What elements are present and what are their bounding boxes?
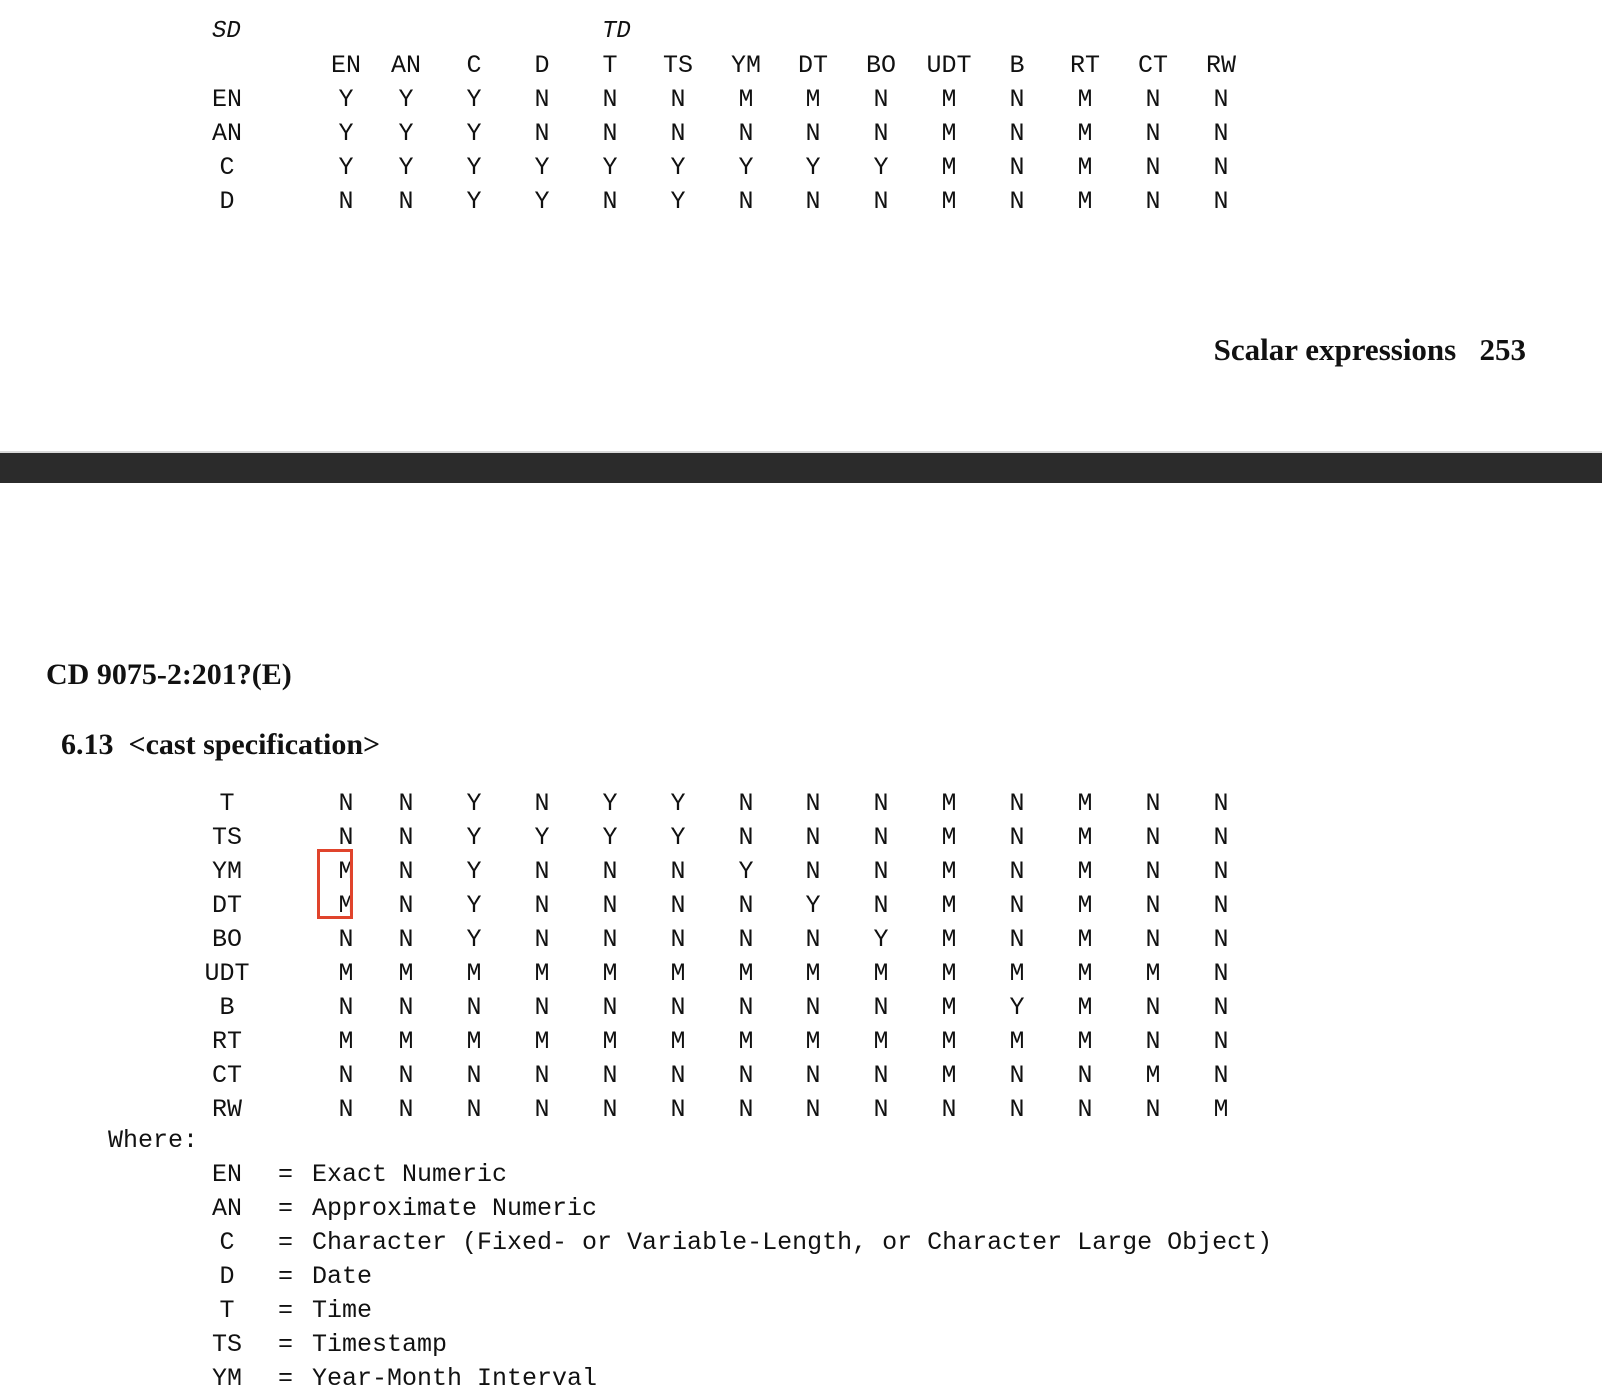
table-cell: N: [534, 789, 550, 818]
table-cell: N: [338, 789, 354, 818]
table-cell: Y: [466, 925, 482, 954]
table-cell: M: [1077, 823, 1093, 852]
table-cell: N: [670, 1095, 686, 1124]
table-cell: N: [670, 993, 686, 1022]
table-cell: M: [338, 891, 354, 920]
table-cell: N: [534, 891, 550, 920]
legend-equals: =: [278, 1364, 294, 1393]
table-cell: N: [1145, 1095, 1161, 1124]
table-cell: N: [805, 1061, 821, 1090]
table-cell: M: [941, 857, 957, 886]
table-cell: N: [398, 789, 414, 818]
table-cell: N: [338, 925, 354, 954]
table-cell: N: [398, 1061, 414, 1090]
table-cell: N: [670, 85, 686, 114]
table-cell: N: [805, 119, 821, 148]
table-cell: M: [1145, 1061, 1161, 1090]
page-separator: [0, 453, 1602, 483]
table-cell: N: [805, 857, 821, 886]
table-cell: Y: [466, 187, 482, 216]
table-cell: M: [466, 959, 482, 988]
table-cell: N: [602, 993, 618, 1022]
table-cell: N: [805, 925, 821, 954]
table-cell: N: [738, 187, 754, 216]
table-cell: N: [398, 925, 414, 954]
table-cell: M: [805, 1027, 821, 1056]
table-cell: N: [398, 891, 414, 920]
legend-meaning: Character (Fixed- or Variable-Length, or Character Large Object): [312, 1228, 1273, 1257]
footer-title: Scalar expressions: [1213, 332, 1457, 367]
legend-meaning: Approximate Numeric: [312, 1194, 598, 1223]
table-cell: N: [398, 993, 414, 1022]
table-cell: Y: [670, 823, 686, 852]
table-cell: N: [466, 1095, 482, 1124]
table-cell: Y: [1009, 993, 1025, 1022]
column-header: C: [466, 51, 482, 80]
table-cell: N: [398, 823, 414, 852]
table-cell: M: [941, 1027, 957, 1056]
table-cell: Y: [602, 823, 618, 852]
row-label: DT: [211, 891, 243, 920]
table-cell: N: [1009, 1095, 1025, 1124]
table-cell: N: [398, 1095, 414, 1124]
table-cell: M: [941, 153, 957, 182]
table-cell: N: [1009, 857, 1025, 886]
table-cell: N: [805, 1095, 821, 1124]
table-cell: M: [1009, 959, 1025, 988]
table-cell: N: [1213, 85, 1229, 114]
table-cell: N: [941, 1095, 957, 1124]
table-cell: N: [873, 789, 889, 818]
table-cell: N: [1145, 789, 1161, 818]
table-cell: Y: [534, 823, 550, 852]
table-cell: M: [1077, 187, 1093, 216]
legend-abbr: AN: [211, 1194, 243, 1223]
table-cell: N: [738, 823, 754, 852]
table-cell: N: [1145, 153, 1161, 182]
table-cell: N: [338, 823, 354, 852]
row-label: C: [219, 153, 235, 182]
table-cell: N: [1077, 1061, 1093, 1090]
row-label: RW: [211, 1095, 243, 1124]
table-cell: N: [1009, 925, 1025, 954]
footer-page-number: 253: [1479, 332, 1526, 367]
column-header: RT: [1069, 51, 1101, 80]
table-cell: N: [1145, 993, 1161, 1022]
table-cell: N: [805, 993, 821, 1022]
table-cell: N: [534, 993, 550, 1022]
table-cell: M: [1009, 1027, 1025, 1056]
section-heading: [46, 694, 380, 762]
table-cell: N: [602, 925, 618, 954]
table-cell: N: [1145, 857, 1161, 886]
table-cell: Y: [805, 153, 821, 182]
legend-equals: =: [278, 1330, 294, 1359]
sd-axis-label: SD: [212, 18, 241, 45]
row-label: AN: [211, 119, 243, 148]
table-cell: N: [1213, 959, 1229, 988]
legend-abbr: T: [219, 1296, 235, 1325]
table-cell: N: [670, 1061, 686, 1090]
table-cell: N: [805, 187, 821, 216]
legend-equals: =: [278, 1262, 294, 1291]
table-cell: N: [670, 891, 686, 920]
table-cell: M: [1077, 891, 1093, 920]
table-cell: M: [338, 857, 354, 886]
table-cell: M: [466, 1027, 482, 1056]
table-cell: N: [534, 857, 550, 886]
table-cell: N: [738, 1061, 754, 1090]
table-cell: Y: [398, 153, 414, 182]
table-cell: M: [941, 993, 957, 1022]
table-cell: N: [873, 187, 889, 216]
table-cell: N: [1009, 85, 1025, 114]
table-cell: N: [1213, 857, 1229, 886]
table-cell: Y: [738, 153, 754, 182]
table-cell: N: [1213, 823, 1229, 852]
legend-equals: =: [278, 1228, 294, 1257]
table-cell: N: [1009, 1061, 1025, 1090]
row-label: TS: [211, 823, 243, 852]
legend-meaning: Exact Numeric: [312, 1160, 508, 1189]
table-cell: N: [466, 993, 482, 1022]
table-cell: Y: [338, 119, 354, 148]
row-label: CT: [211, 1061, 243, 1090]
table-cell: N: [1213, 789, 1229, 818]
row-label: EN: [211, 85, 243, 114]
table-cell: N: [1213, 1061, 1229, 1090]
legend-equals: =: [278, 1194, 294, 1223]
table-cell: Y: [670, 187, 686, 216]
column-header: UDT: [926, 51, 972, 80]
table-cell: N: [873, 85, 889, 114]
table-cell: Y: [466, 119, 482, 148]
table-cell: M: [602, 959, 618, 988]
table-cell: N: [602, 1061, 618, 1090]
highlight-box: [317, 849, 353, 919]
table-cell: N: [602, 1095, 618, 1124]
table-cell: N: [1145, 85, 1161, 114]
legend-abbr: C: [219, 1228, 235, 1257]
table-cell: Y: [338, 85, 354, 114]
column-header: EN: [330, 51, 362, 80]
table-cell: N: [1009, 119, 1025, 148]
column-header: YM: [730, 51, 762, 80]
section-title: <cast specification>: [128, 728, 381, 761]
table-cell: Y: [805, 891, 821, 920]
table-cell: N: [534, 925, 550, 954]
table-cell: M: [398, 1027, 414, 1056]
table-cell: M: [805, 85, 821, 114]
table-cell: N: [1077, 1095, 1093, 1124]
table-cell: N: [398, 187, 414, 216]
table-cell: Y: [602, 789, 618, 818]
table-cell: Y: [398, 119, 414, 148]
table-cell: M: [941, 85, 957, 114]
table-cell: N: [670, 925, 686, 954]
table-cell: M: [1077, 993, 1093, 1022]
table-cell: M: [602, 1027, 618, 1056]
table-cell: N: [1213, 153, 1229, 182]
table-cell: N: [534, 1095, 550, 1124]
table-cell: Y: [466, 85, 482, 114]
table-cell: M: [338, 1027, 354, 1056]
table-cell: N: [602, 891, 618, 920]
column-header: TS: [662, 51, 694, 80]
table-cell: N: [1009, 823, 1025, 852]
table-cell: N: [1145, 823, 1161, 852]
table-cell: Y: [466, 891, 482, 920]
table-cell: Y: [602, 153, 618, 182]
table-cell: M: [670, 1027, 686, 1056]
table-cell: N: [534, 85, 550, 114]
table-cell: Y: [534, 153, 550, 182]
table-cell: M: [1077, 153, 1093, 182]
table-cell: M: [1077, 85, 1093, 114]
table-cell: N: [670, 119, 686, 148]
table-cell: N: [602, 187, 618, 216]
table-cell: M: [941, 823, 957, 852]
table-cell: N: [1145, 925, 1161, 954]
legend-abbr: YM: [211, 1364, 243, 1393]
legend-equals: =: [278, 1160, 294, 1189]
table-cell: Y: [466, 857, 482, 886]
column-header: B: [1009, 51, 1025, 80]
table-cell: N: [873, 119, 889, 148]
table-cell: M: [941, 119, 957, 148]
table-cell: N: [602, 857, 618, 886]
table-cell: N: [1009, 187, 1025, 216]
table-cell: N: [1009, 153, 1025, 182]
table-cell: M: [398, 959, 414, 988]
table-cell: M: [805, 959, 821, 988]
table-cell: N: [738, 993, 754, 1022]
table-cell: N: [338, 1095, 354, 1124]
legend-meaning: Timestamp: [312, 1330, 448, 1359]
column-header: T: [602, 51, 618, 80]
row-label: D: [219, 187, 235, 216]
table-cell: M: [1077, 857, 1093, 886]
table-cell: Y: [534, 187, 550, 216]
legend-abbr: D: [219, 1262, 235, 1291]
table-cell: N: [873, 857, 889, 886]
table-cell: N: [738, 119, 754, 148]
table-cell: Y: [466, 153, 482, 182]
table-cell: N: [738, 925, 754, 954]
table-cell: N: [1213, 119, 1229, 148]
row-label: B: [219, 993, 235, 1022]
table-cell: Y: [670, 789, 686, 818]
table-cell: Y: [873, 925, 889, 954]
table-cell: N: [873, 1061, 889, 1090]
table-cell: N: [1213, 1027, 1229, 1056]
table-cell: N: [466, 1061, 482, 1090]
column-header: BO: [865, 51, 897, 80]
table-cell: N: [398, 857, 414, 886]
table-cell: M: [738, 959, 754, 988]
column-header: AN: [390, 51, 422, 80]
table-cell: N: [1145, 119, 1161, 148]
column-header: RW: [1205, 51, 1237, 80]
table-cell: M: [1213, 1095, 1229, 1124]
section-number: 6.13: [61, 728, 114, 761]
table-cell: N: [1145, 187, 1161, 216]
page-footer: [1198, 296, 1526, 368]
table-cell: Y: [466, 789, 482, 818]
row-label: UDT: [204, 959, 250, 988]
table-cell: M: [534, 959, 550, 988]
table-cell: M: [941, 187, 957, 216]
table-cell: N: [534, 119, 550, 148]
table-cell: M: [941, 925, 957, 954]
table-cell: M: [534, 1027, 550, 1056]
table-cell: M: [1077, 119, 1093, 148]
row-label: RT: [211, 1027, 243, 1056]
table-cell: M: [1145, 959, 1161, 988]
row-label: BO: [211, 925, 243, 954]
table-cell: N: [338, 1061, 354, 1090]
table-cell: Y: [398, 85, 414, 114]
table-cell: N: [873, 993, 889, 1022]
table-cell: N: [1213, 891, 1229, 920]
table-cell: N: [1213, 925, 1229, 954]
table-cell: N: [873, 1095, 889, 1124]
table-cell: M: [670, 959, 686, 988]
column-header: DT: [797, 51, 829, 80]
table-cell: M: [873, 959, 889, 988]
table-cell: N: [873, 891, 889, 920]
column-header: D: [534, 51, 550, 80]
table-cell: M: [738, 1027, 754, 1056]
table-cell: Y: [338, 153, 354, 182]
column-header: CT: [1137, 51, 1169, 80]
legend-heading: Where:: [108, 1126, 199, 1155]
table-cell: M: [338, 959, 354, 988]
row-label: YM: [211, 857, 243, 886]
table-cell: M: [738, 85, 754, 114]
table-cell: M: [1077, 789, 1093, 818]
table-cell: Y: [670, 153, 686, 182]
td-axis-label: TD: [602, 18, 631, 45]
table-cell: N: [805, 789, 821, 818]
legend-meaning: Date: [312, 1262, 373, 1291]
table-cell: N: [534, 1061, 550, 1090]
table-cell: N: [738, 789, 754, 818]
table-cell: N: [1009, 891, 1025, 920]
table-cell: N: [338, 993, 354, 1022]
table-cell: M: [873, 1027, 889, 1056]
table-cell: N: [738, 1095, 754, 1124]
table-cell: N: [738, 891, 754, 920]
table-cell: Y: [466, 823, 482, 852]
doc-id: CD 9075-2:201?(E): [46, 658, 292, 691]
table-cell: N: [1213, 187, 1229, 216]
table-cell: M: [941, 789, 957, 818]
legend-equals: =: [278, 1296, 294, 1325]
table-cell: M: [1077, 925, 1093, 954]
legend-abbr: EN: [211, 1160, 243, 1189]
legend-abbr: TS: [211, 1330, 243, 1359]
table-cell: M: [941, 1061, 957, 1090]
table-cell: N: [1145, 891, 1161, 920]
table-cell: N: [805, 823, 821, 852]
table-cell: N: [670, 857, 686, 886]
table-cell: N: [1213, 993, 1229, 1022]
table-cell: M: [1077, 1027, 1093, 1056]
row-label: T: [219, 789, 235, 818]
table-cell: N: [1145, 1027, 1161, 1056]
legend-meaning: Time: [312, 1296, 373, 1325]
table-cell: M: [941, 891, 957, 920]
table-cell: Y: [738, 857, 754, 886]
table-cell: Y: [873, 153, 889, 182]
table-cell: M: [1077, 959, 1093, 988]
table-cell: N: [338, 187, 354, 216]
legend-meaning: Year-Month Interval: [312, 1364, 598, 1393]
table-cell: N: [602, 85, 618, 114]
table-cell: N: [602, 119, 618, 148]
table-cell: N: [1009, 789, 1025, 818]
table-cell: N: [873, 823, 889, 852]
table-cell: M: [941, 959, 957, 988]
